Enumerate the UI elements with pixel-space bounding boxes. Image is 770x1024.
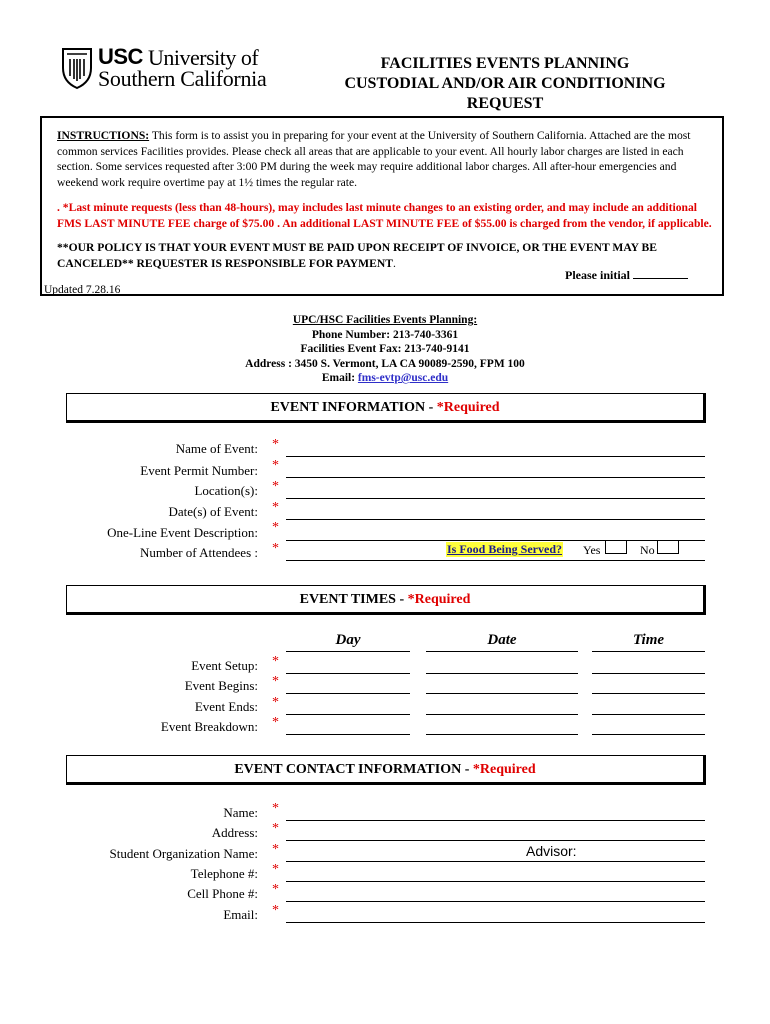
contact-email-link[interactable]: fms-evtp@usc.edu <box>357 372 449 384</box>
advisor-label: Advisor: <box>526 843 577 859</box>
instructions-box <box>40 116 724 296</box>
label-dates-of-event: Date(s) of Event: <box>168 504 258 519</box>
input-begins-day[interactable] <box>286 693 410 694</box>
column-date: Date <box>487 632 517 648</box>
payment-policy-text: **OUR POLICY IS THAT YOUR EVENT MUST BE PAID UPON RECEIPT OF INVOICE, OR THE EVENT MAY BE CANCELED** REQUESTER IS RESPONSIBLE FOR PAYMENT <box>57 241 657 270</box>
label-email: Email: <box>223 907 258 922</box>
instructions-text <box>57 128 712 190</box>
required-tag: *Required <box>407 592 471 607</box>
section-title: EVENT TIMES - <box>299 592 408 607</box>
column-underline <box>592 651 705 652</box>
input-dates-of-event[interactable] <box>286 519 705 520</box>
input-begins-time[interactable] <box>592 693 705 694</box>
required-tag: *Required <box>472 762 536 777</box>
section-event-contact-information <box>66 755 706 785</box>
input-ends-date[interactable] <box>426 714 578 715</box>
label-student-organization: Student Organization Name: <box>109 846 258 861</box>
section-event-information <box>66 393 706 423</box>
contact-phone: Phone Number: 213-740-3361 <box>311 328 459 341</box>
required-mark: * <box>272 821 279 836</box>
column-time: Time <box>632 632 665 648</box>
label-event-begins: Event Begins: <box>184 678 258 693</box>
label-locations: Location(s): <box>194 483 258 498</box>
input-email[interactable] <box>286 922 705 923</box>
instructions-label: INSTRUCTIONS: <box>57 129 150 142</box>
input-ends-day[interactable] <box>286 714 410 715</box>
label-name-of-event: Name of Event: <box>175 441 258 456</box>
required-mark: * <box>272 862 279 877</box>
updated-date: Updated 7.28.16 <box>44 284 121 296</box>
food-yes-checkbox[interactable] <box>605 540 627 554</box>
column-day: Day <box>335 632 361 648</box>
initial-line[interactable] <box>633 268 688 279</box>
section-title: EVENT CONTACT INFORMATION - <box>234 762 473 777</box>
input-locations[interactable] <box>286 498 705 499</box>
title-line-3: REQUEST <box>466 95 544 112</box>
input-breakdown-day[interactable] <box>286 734 410 735</box>
input-student-organization[interactable] <box>286 861 705 862</box>
input-contact-name[interactable] <box>286 820 705 821</box>
section-title: EVENT INFORMATION - <box>270 400 437 415</box>
food-no-label: No <box>640 543 655 557</box>
food-served-question: Is Food Being Served? <box>447 542 563 556</box>
input-setup-date[interactable] <box>426 673 578 674</box>
input-cell-phone[interactable] <box>286 901 705 902</box>
initial-label: Please initial <box>565 268 630 282</box>
required-mark: * <box>272 842 279 857</box>
label-event-breakdown: Event Breakdown: <box>160 719 258 734</box>
logo-southern-text: Southern California <box>98 66 267 91</box>
required-mark: * <box>272 674 279 689</box>
contact-email-label: Email: <box>321 372 358 384</box>
title-line-1: FACILITIES EVENTS PLANNING <box>380 55 630 72</box>
input-event-description[interactable] <box>286 540 705 541</box>
label-cell-phone: Cell Phone #: <box>187 886 258 901</box>
logo-usc-text: USC <box>98 44 143 69</box>
food-no-checkbox[interactable] <box>657 540 679 554</box>
food-yes-label: Yes <box>583 543 601 557</box>
section-event-times <box>66 585 706 615</box>
usc-shield-icon <box>60 46 94 90</box>
input-setup-time[interactable] <box>592 673 705 674</box>
input-number-of-attendees[interactable] <box>286 560 705 561</box>
required-mark: * <box>272 520 279 535</box>
required-mark: * <box>272 695 279 710</box>
label-contact-address: Address: <box>211 825 258 840</box>
input-breakdown-date[interactable] <box>426 734 578 735</box>
payment-policy-end: . <box>392 256 396 270</box>
page-title <box>310 54 700 114</box>
payment-policy <box>57 240 712 271</box>
contact-heading: UPC/HSC Facilities Events Planning: <box>292 314 478 326</box>
required-mark: * <box>272 654 279 669</box>
required-mark: * <box>272 541 279 556</box>
input-name-of-event[interactable] <box>286 456 705 457</box>
label-number-of-attendees: Number of Attendees : <box>139 545 258 560</box>
contact-address: Address : 3450 S. Vermont, LA CA 90089-2590, FPM 100 <box>245 357 525 370</box>
label-event-description: One-Line Event Description: <box>107 525 258 540</box>
input-event-permit-number[interactable] <box>286 477 705 478</box>
required-mark: * <box>272 903 279 918</box>
input-contact-address[interactable] <box>286 840 705 841</box>
instructions-body: This form is to assist you in preparing for your event at the University of Southern California. Attached are the most common services Facilities provides. Please check all areas that are applicable to your event. All hourly labor charges are listed in each section. Some services requested after 3:00 PM during the week may require additional labor charges. All after-hour emergencies and weekend work require overtime pay at 1½ times the regular rate. <box>57 129 691 189</box>
input-telephone[interactable] <box>286 881 705 882</box>
required-tag: *Required <box>436 400 500 415</box>
required-mark: * <box>272 715 279 730</box>
usc-logo <box>60 46 275 92</box>
initial-field[interactable] <box>565 268 688 283</box>
required-mark: * <box>272 882 279 897</box>
required-mark: * <box>272 437 279 452</box>
label-event-permit-number: Event Permit Number: <box>140 463 258 478</box>
input-setup-day[interactable] <box>286 673 410 674</box>
required-mark: * <box>272 500 279 515</box>
contact-fax: Facilities Event Fax: 213-740-9141 <box>300 343 470 355</box>
title-line-2: CUSTODIAL AND/OR AIR CONDITIONING <box>344 75 666 92</box>
column-underline <box>426 651 578 652</box>
input-breakdown-time[interactable] <box>592 734 705 735</box>
late-fee-notice: . *Last minute requests (less than 48-hours), may includes last minute changes to an existing order, and may include an additional FMS LAST MINUTE FEE charge of $75.00 . An additional LAST MINUTE FEE of $55.00 is charged from the vendor, if applicable. <box>57 201 712 230</box>
label-event-ends: Event Ends: <box>194 699 258 714</box>
required-mark: * <box>272 479 279 494</box>
logo-university-text: University of <box>148 45 259 70</box>
input-ends-time[interactable] <box>592 714 705 715</box>
input-begins-date[interactable] <box>426 693 578 694</box>
column-underline <box>286 651 410 652</box>
contact-email-row <box>200 371 570 386</box>
required-mark: * <box>272 801 279 816</box>
label-event-setup: Event Setup: <box>191 658 258 673</box>
label-telephone: Telephone #: <box>190 866 258 881</box>
facilities-contact-block <box>200 313 570 386</box>
required-mark: * <box>272 458 279 473</box>
label-contact-name: Name: <box>223 805 258 820</box>
